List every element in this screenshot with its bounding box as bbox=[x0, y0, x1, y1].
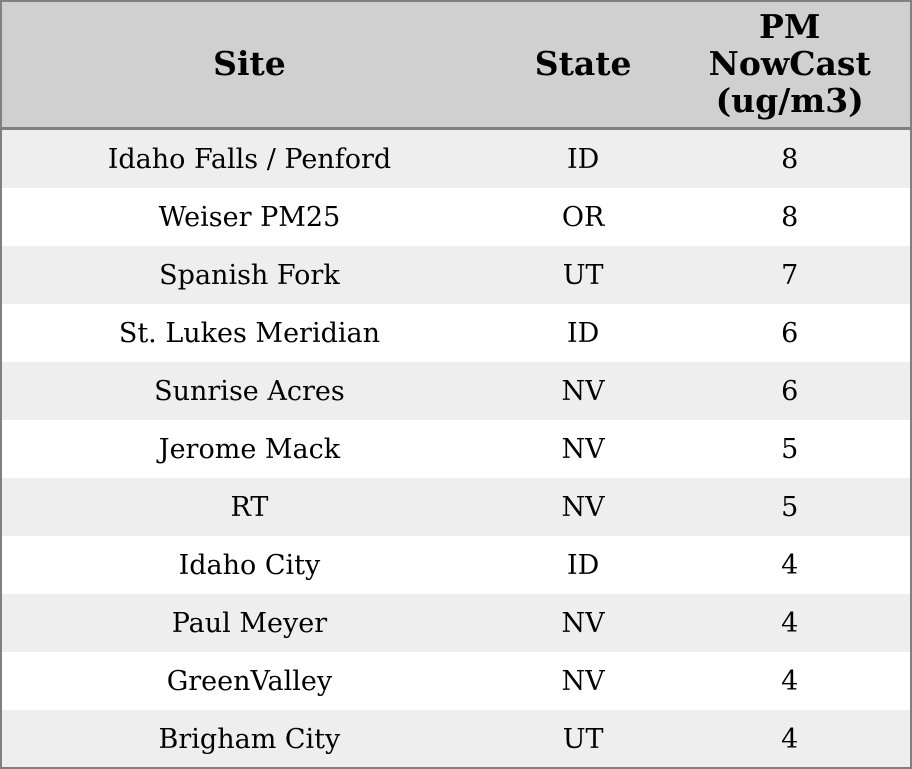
cell-pm-nowcast: 8 bbox=[781, 143, 799, 175]
cell-site: Brigham City bbox=[158, 723, 341, 755]
table-row bbox=[2, 362, 910, 420]
table-row bbox=[2, 710, 910, 768]
column-header-site-label: Site bbox=[213, 44, 286, 84]
cell-pm-nowcast: 5 bbox=[781, 433, 799, 465]
cell-state: NV bbox=[561, 375, 605, 407]
cell-state: ID bbox=[566, 317, 600, 349]
cell-state: UT bbox=[562, 723, 604, 755]
table-row bbox=[2, 478, 910, 536]
cell-site: Jerome Mack bbox=[158, 433, 341, 465]
table-row bbox=[2, 594, 910, 652]
cell-site: Weiser PM25 bbox=[158, 201, 341, 233]
column-header-pm-nowcast-label: PM NowCast (ug/m3) bbox=[708, 7, 871, 120]
column-header-state bbox=[497, 2, 670, 129]
cell-state: ID bbox=[566, 143, 600, 175]
cell-state: NV bbox=[561, 433, 605, 465]
cell-state: ID bbox=[566, 549, 600, 581]
cell-site: Spanish Fork bbox=[159, 259, 340, 291]
cell-site: Sunrise Acres bbox=[154, 375, 345, 407]
table-row bbox=[2, 188, 910, 246]
cell-state: UT bbox=[562, 259, 604, 291]
table-row bbox=[2, 246, 910, 304]
table-row bbox=[2, 129, 910, 189]
cell-site: GreenValley bbox=[166, 665, 333, 697]
cell-site: RT bbox=[230, 491, 269, 523]
table-row bbox=[2, 652, 910, 710]
cell-pm-nowcast: 4 bbox=[781, 549, 799, 581]
cell-site: Paul Meyer bbox=[171, 607, 328, 639]
cell-site: Idaho Falls / Penford bbox=[107, 143, 392, 175]
cell-pm-nowcast: 4 bbox=[781, 665, 799, 697]
cell-site: Idaho City bbox=[178, 549, 321, 581]
table-header bbox=[2, 2, 910, 129]
air-quality-table bbox=[2, 2, 910, 768]
cell-state: NV bbox=[561, 607, 605, 639]
cell-state: NV bbox=[561, 491, 605, 523]
cell-pm-nowcast: 6 bbox=[781, 375, 799, 407]
cell-site: St. Lukes Meridian bbox=[118, 317, 381, 349]
table-row bbox=[2, 536, 910, 594]
cell-state: NV bbox=[561, 665, 605, 697]
table-row bbox=[2, 420, 910, 478]
cell-pm-nowcast: 6 bbox=[781, 317, 799, 349]
column-header-site bbox=[2, 2, 497, 129]
cell-pm-nowcast: 8 bbox=[781, 201, 799, 233]
header-row bbox=[2, 2, 910, 129]
cell-pm-nowcast: 4 bbox=[781, 607, 799, 639]
column-header-state-label: State bbox=[534, 44, 632, 84]
cell-pm-nowcast: 7 bbox=[781, 259, 799, 291]
cell-pm-nowcast: 4 bbox=[781, 723, 799, 755]
table-row bbox=[2, 304, 910, 362]
table-body bbox=[2, 129, 910, 769]
cell-state: OR bbox=[561, 201, 605, 233]
cell-pm-nowcast: 5 bbox=[781, 491, 799, 523]
column-header-pm-nowcast bbox=[669, 2, 910, 129]
